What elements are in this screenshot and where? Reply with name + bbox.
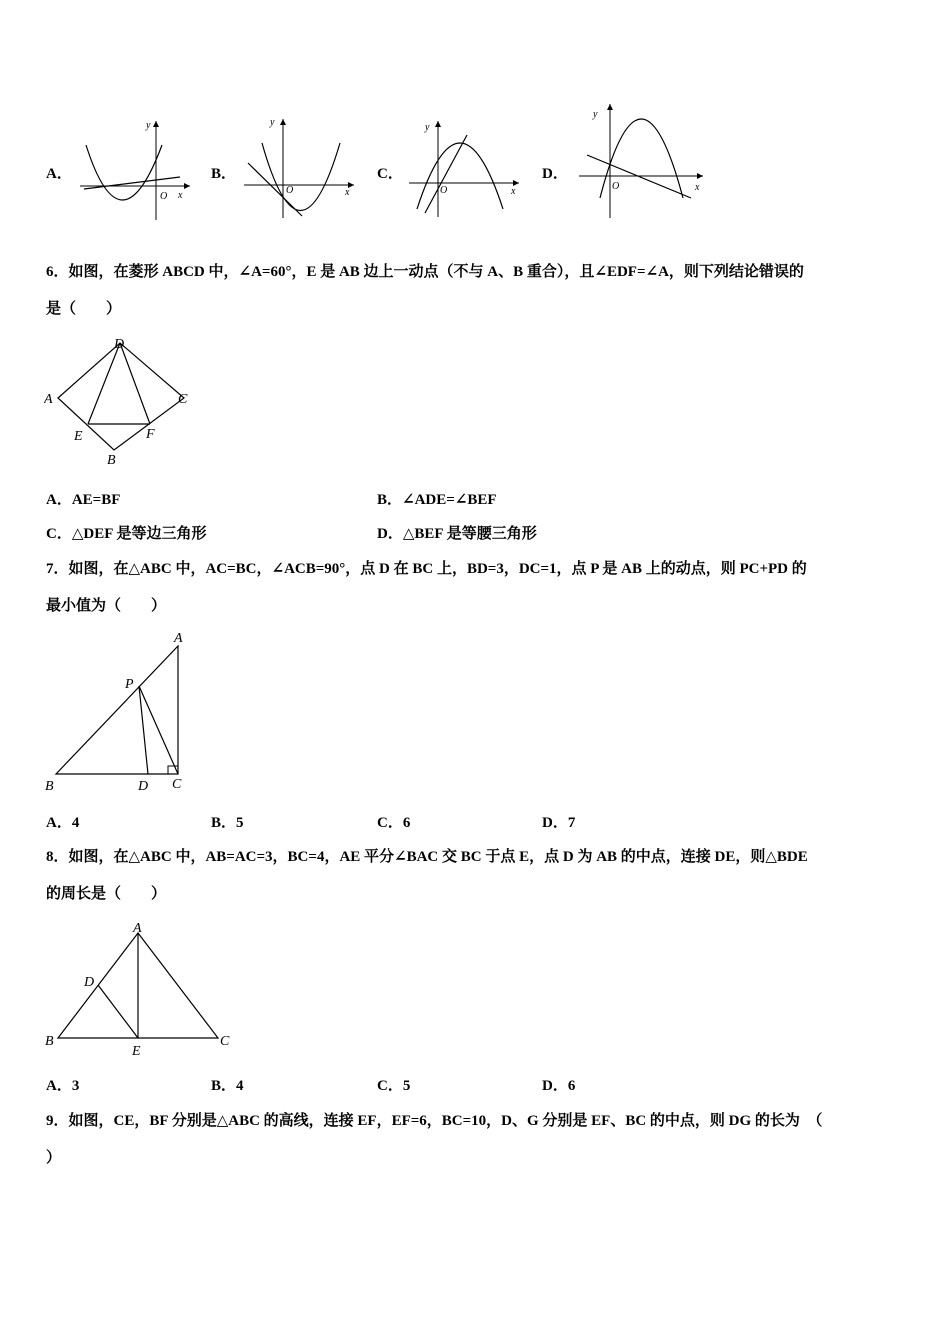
q7-option-a[interactable]: A．4 xyxy=(46,815,80,831)
q5b-y-label: y xyxy=(270,117,275,128)
q6-label-b: B xyxy=(107,453,116,468)
q7-option-d[interactable]: D．7 xyxy=(542,815,576,831)
q6-label-c: C xyxy=(178,392,188,407)
q9-stem-line1: 9．如图，CE，BF 分别是△ABC 的高线，连接 EF，EF=6，BC=10，D、G 分别是 EF、BC 的中点，则 DG 的长为 （ xyxy=(46,1113,823,1129)
q8-label-c: C xyxy=(220,1034,230,1049)
q5d-origin: O xyxy=(612,181,620,192)
q8-stem-line1: 8．如图，在△ABC 中，AB=AC=3，BC=4，AE 平分∠BAC 交 BC 于点 E，点 D 为 AB 的中点，连接 DE，则△BDE xyxy=(46,849,808,865)
q5-graph-d xyxy=(575,100,710,225)
q5-option-d-label: D． xyxy=(542,166,568,182)
q5d-x-label: x xyxy=(695,182,700,193)
q5-graph-a xyxy=(76,115,196,225)
q7-label-c: C xyxy=(172,777,182,792)
q8-option-d[interactable]: D．6 xyxy=(542,1078,576,1094)
q8-stem-line2: 的周长是（ ） xyxy=(46,886,167,902)
q5c-y-label: y xyxy=(425,122,430,133)
q5a-y-label: y xyxy=(146,120,151,131)
q7-label-d: D xyxy=(138,779,149,794)
q5b-origin: O xyxy=(286,185,294,196)
q5c-origin: O xyxy=(440,185,448,196)
q6-label-d: D xyxy=(114,337,125,352)
q5d-y-label: y xyxy=(593,109,598,120)
q8-label-b: B xyxy=(45,1034,54,1049)
q6-figure-rhombus xyxy=(44,334,194,470)
q6-option-a[interactable]: A．AE=BF xyxy=(46,492,121,508)
q7-label-b: B xyxy=(45,779,54,794)
q8-figure-triangle xyxy=(44,918,236,1058)
q7-figure-triangle xyxy=(44,628,194,796)
q7-option-c[interactable]: C．6 xyxy=(377,815,411,831)
q5-option-c-label: C． xyxy=(377,166,403,182)
q7-option-b[interactable]: B．5 xyxy=(211,815,244,831)
q7-label-p: P xyxy=(125,677,134,692)
q7-label-a: A xyxy=(174,631,183,646)
q7-stem-line1: 7．如图，在△ABC 中，AC=BC，∠ACB=90°，点 D 在 BC 上，BD=3，DC=1，点 P 是 AB 上的动点，则 PC+PD 的 xyxy=(46,561,807,577)
q5a-x-label: x xyxy=(178,190,183,201)
q8-label-a: A xyxy=(133,921,142,936)
q8-option-c[interactable]: C．5 xyxy=(377,1078,411,1094)
q7-stem-line2: 最小值为（ ） xyxy=(46,598,167,614)
q5b-x-label: x xyxy=(345,187,350,198)
q6-stem-line1: 6．如图，在菱形 ABCD 中，∠A=60°，E 是 AB 边上一动点（不与 A、B 重合），且∠EDF=∠A，则下列结论错误的 xyxy=(46,264,804,280)
q8-option-b[interactable]: B．4 xyxy=(211,1078,244,1094)
q6-stem-line2: 是（ ） xyxy=(46,301,122,317)
q6-label-f: F xyxy=(146,427,155,442)
q5-graph-b xyxy=(240,113,360,223)
q6-option-c[interactable]: C．△DEF 是等边三角形 xyxy=(46,526,207,542)
q5a-origin: O xyxy=(160,191,168,202)
q5c-x-label: x xyxy=(511,186,516,197)
q8-label-e: E xyxy=(132,1044,141,1058)
q8-option-a[interactable]: A．3 xyxy=(46,1078,80,1094)
q6-label-a: A xyxy=(44,392,53,407)
q5-option-a-label: A． xyxy=(46,166,72,182)
q9-stem-line2: ） xyxy=(46,1150,62,1166)
q6-label-e: E xyxy=(74,429,83,444)
q5-option-b-label: B． xyxy=(211,166,237,182)
q6-option-d[interactable]: D．△BEF 是等腰三角形 xyxy=(377,526,537,542)
q6-option-b[interactable]: B．∠ADE=∠BEF xyxy=(377,492,497,508)
q5-graph-c xyxy=(405,117,525,227)
q8-label-d: D xyxy=(84,975,95,990)
